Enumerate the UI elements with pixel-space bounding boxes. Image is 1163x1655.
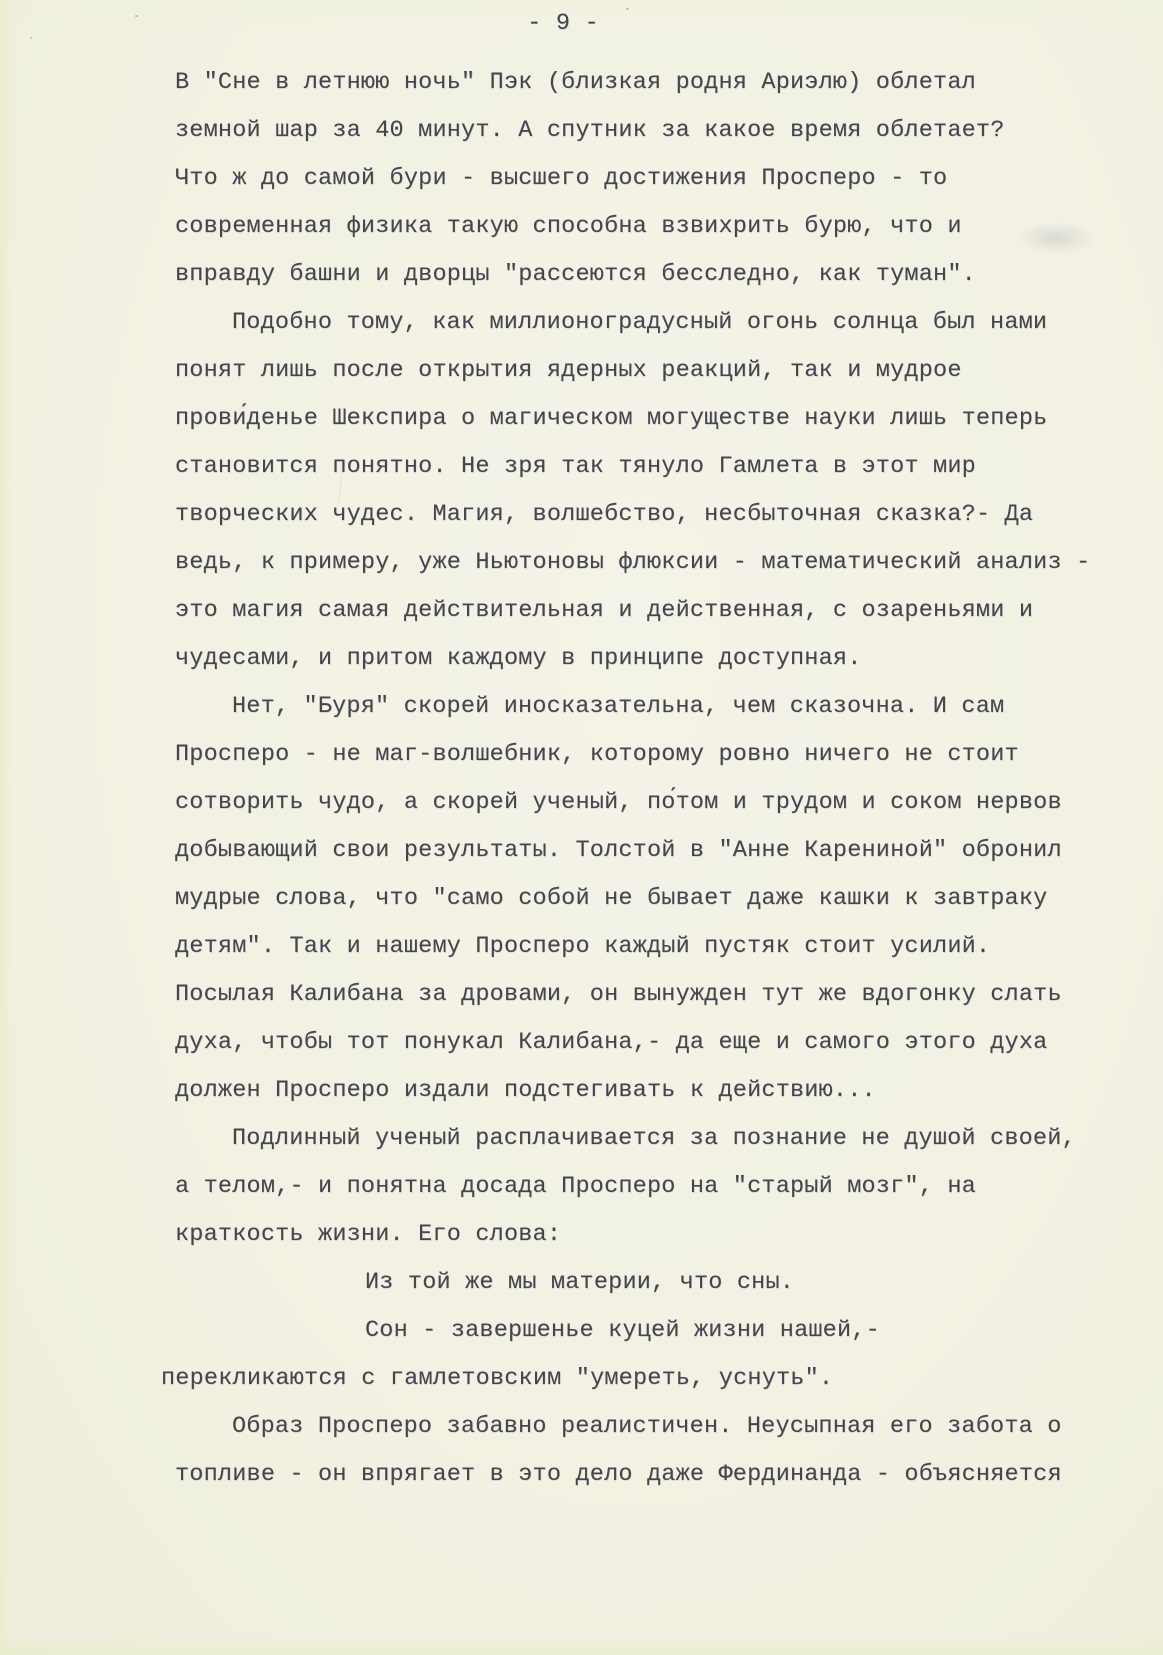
text-line: творческих чудес. Магия, волшебство, несбыточная сказка?- Да	[175, 501, 1034, 528]
scan-speck	[30, 37, 32, 39]
text-line: детям". Так и нашему Просперо каждый пустяк стоит усилий.	[175, 933, 991, 960]
text-line: топливе - он впрягает в это дело даже Фердинанда - объясняется	[175, 1461, 1062, 1488]
text-line: В "Сне в летнюю ночь" Пэк (близкая родня Ариэлю) облетал	[175, 69, 976, 96]
text-line: Из той же мы материи, что сны.	[365, 1269, 795, 1296]
text-line: ведь, к примеру, уже Ньютоновы флюксии - математический анализ -	[175, 549, 1091, 576]
text-line: Подлинный ученый расплачивается за познание не душой своей,	[232, 1125, 1076, 1152]
text-line: духа, чтобы тот понукал Калибана,- да еще и самого этого духа	[175, 1029, 1048, 1056]
text-line: Образ Просперо забавно реалистичен. Неусыпная его забота о	[232, 1413, 1062, 1440]
text-line: а телом,- и понятна досада Просперо на "старый мозг", на	[175, 1173, 976, 1200]
ink-smudge	[1016, 222, 1096, 254]
text-line: Подобно тому, как миллионоградусный огонь солнца был нами	[232, 309, 1048, 336]
text-line: Сон - завершенье куцей жизни нашей,-	[365, 1317, 880, 1344]
text-line: Что ж до самой бури - высшего достижения Просперо - то	[175, 165, 948, 192]
text-line: перекликаются с гамлетовским "умереть, уснуть".	[161, 1365, 834, 1392]
text-line: мудрые слова, что "само собой не бывает даже кашки к завтраку	[175, 885, 1048, 912]
text-line: добывающий свои результаты. Толстой в "Анне Карениной" обронил	[175, 837, 1062, 864]
text-line: понят лишь после открытия ядерных реакций, так и мудрое	[175, 357, 962, 384]
text-line: Нет, "Буря" скорей иносказательна, чем сказочна. И сам	[232, 693, 1005, 720]
page-number: - 9 -	[527, 10, 599, 37]
text-line: становится понятно. Не зря так тянуло Гамлета в этот мир	[175, 453, 976, 480]
scan-speck	[626, 8, 629, 10]
text-line: краткость жизни. Его слова:	[175, 1221, 562, 1248]
text-line: прови́денье Шекспира о магическом могуществе науки лишь теперь	[175, 405, 1048, 432]
text-line: Просперо - не маг-волшебник, которому ровно ничего не стоит	[175, 741, 1019, 768]
text-line: вправду башни и дворцы "рассеются бесследно, как туман".	[175, 261, 976, 288]
page-body	[161, 59, 1135, 1499]
scan-speck	[135, 15, 138, 17]
text-line: земной шар за 40 минут. А спутник за какое время облетает?	[175, 117, 1005, 144]
text-line: Посылая Калибана за дровами, он вынужден тут же вдогонку слать	[175, 981, 1062, 1008]
text-line: сотворить чудо, а скорей ученый, по́том и трудом и соком нервов	[175, 789, 1062, 816]
text-line: чудесами, и притом каждому в принципе доступная.	[175, 645, 862, 672]
text-line: современная физика такую способна взвихрить бурю, что и	[175, 213, 962, 240]
text-line: это магия самая действительная и действенная, с озареньями и	[175, 597, 1034, 624]
text-line: должен Просперо издали подстегивать к действию...	[175, 1077, 876, 1104]
